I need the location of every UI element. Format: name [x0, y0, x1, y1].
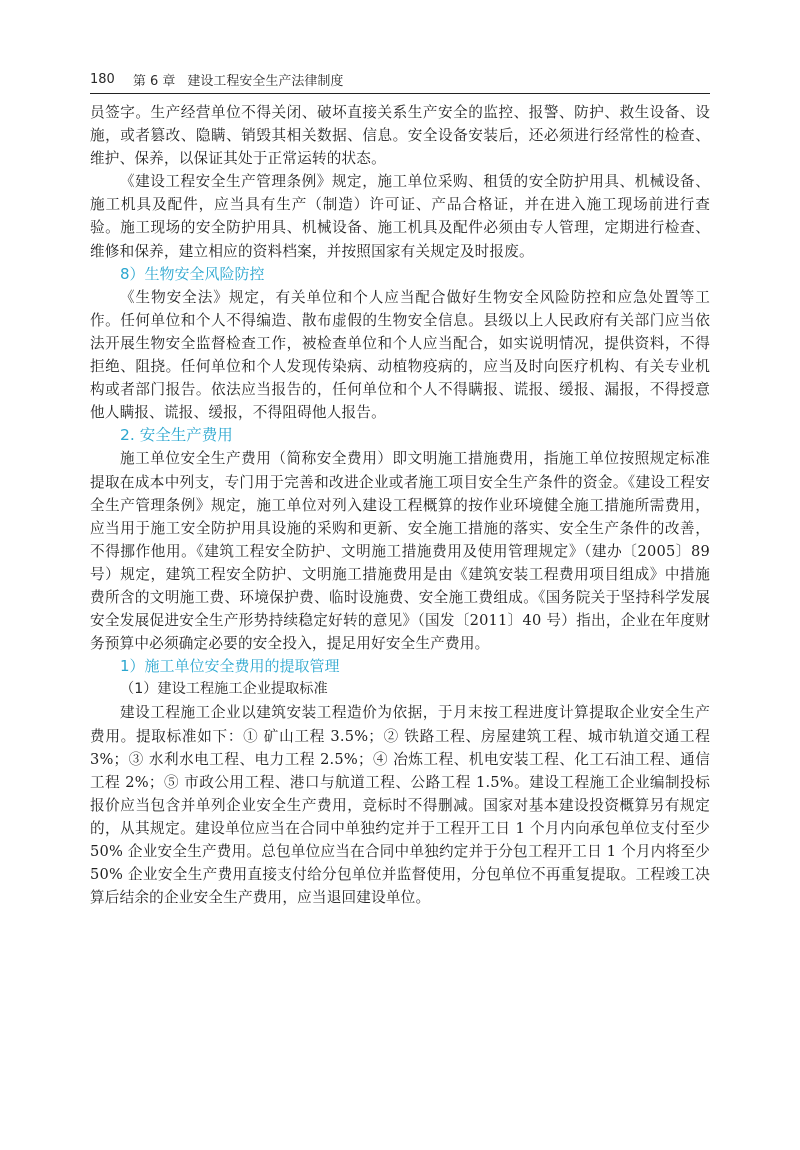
paragraph-5: 建设工程施工企业以建筑安装工程造价为依据，于月末按工程进度计算提取企业安全生产费用。提取标准如下：① 矿山工程 3.5%；② 铁路工程、房屋建筑工程、城市轨道交通工程 3%；③ 水利水电工程、电力工程 2.5%；④ 冶炼工程、机电安装工程、化工石油工程、通信工程 2%；⑤ 市政公用工程、港口与航道工程、公路工程 1.5%。建设工程施工企业编制投标报价应当包含并单列企业安全生产费用，竞标时不得删减。国家对基本建设投资概算另有规定的，从其规定。建设单位应当在合同中单独约定并于工程开工日 1 个月内向承包单位支付至少 50% 企业安全生产费用。总包单位应当在合同中单独约定并于分包工程开工日 1 个月内将至少 50% 企业安全生产费用直接支付给分包单位并监督使用，分包单位不再重复提取。工程竣工决算后结余的企业安全生产费用，应当退回建设单位。 — [90, 704, 710, 907]
section-heading-8: 8）生物安全风险防控 — [120, 264, 265, 283]
header-divider — [90, 93, 710, 94]
chapter-number: 第 6 章 — [132, 73, 176, 89]
subheading-1: （1）建设工程施工企业提取标准 — [120, 681, 328, 698]
paragraph-4: 施工单位安全生产费用（简称安全费用）即文明施工措施费用，指施工单位按照规定标准提取在成本中列支，专门用于完善和改进企业或者施工项目安全生产条件的资金。《建设工程安全生产管理条例》规定，施工单位对列入建设工程概算的按作业环境健全施工措施所需费用，应当用于施工安全防护用具设施的采购和更新、安全施工措施的落实、安全生产条件的改善，不得挪作他用。《建筑工程安全防护、文明施工措施费用及使用管理规定》（建办〔2005〕89 号）规定，建筑工程安全防护、文明施工措施费用是由《建筑安装工程费用项目组成》中措施费所含的文明施工费、环境保护费、临时设施费、安全施工费组成。《国务院关于坚持科学发展安全发展促进安全生产形势持续稳定好转的意见》（国发〔2011〕40 号）指出，企业在年度财务预算中必须确定必要的安全投入，提足用好安全生产费用。 — [90, 450, 710, 653]
paragraph-3: 《生物安全法》规定，有关单位和个人应当配合做好生物安全风险防控和应急处置等工作。任何单位和个人不得编造、散布虚假的生物安全信息。县级以上人民政府有关部门应当依法开展生物安全监督检查工作，被检查单位和个人应当配合，如实说明情况，提供资料，不得拒绝、阻挠。任何单位和个人发现传染病、动植物疫病的，应当及时向医疗机构、有关专业机构或者部门报告。依法应当报告的，任何单位和个人不得瞒报、谎报、缓报、漏报，不得授意他人瞒报、谎报、缓报，不得阻碍他人报告。 — [90, 288, 710, 422]
paragraph-2: 《建设工程安全生产管理条例》规定，施工单位采购、租赁的安全防护用具、机械设备、施工机具及配件，应当具有生产（制造）许可证、产品合格证，并在进入施工现场前进行查验。施工现场的安全防护用具、机械设备、施工机具及配件必须由专人管理，定期进行检查、维修和保养，建立相应的资料档案，并按照国家有关规定及时报废。 — [90, 173, 710, 260]
paragraph-1: 员签字。生产经营单位不得关闭、破坏直接关系生产安全的监控、报警、防护、救生设备、设施，或者篡改、隐瞒、销毁其相关数据、信息。安全设备安装后，还必须进行经常性的检查、维护、保养，以保证其处于正常运转的状态。 — [90, 104, 710, 168]
section-heading-2: 2. 安全生产费用 — [120, 426, 233, 445]
page-number: 180 — [90, 71, 115, 87]
section-heading-1: 1）施工单位安全费用的提取管理 — [120, 657, 340, 676]
page-body — [90, 101, 710, 909]
chapter-title: 建设工程安全生产法律制度 — [187, 73, 344, 89]
running-header — [90, 68, 710, 90]
